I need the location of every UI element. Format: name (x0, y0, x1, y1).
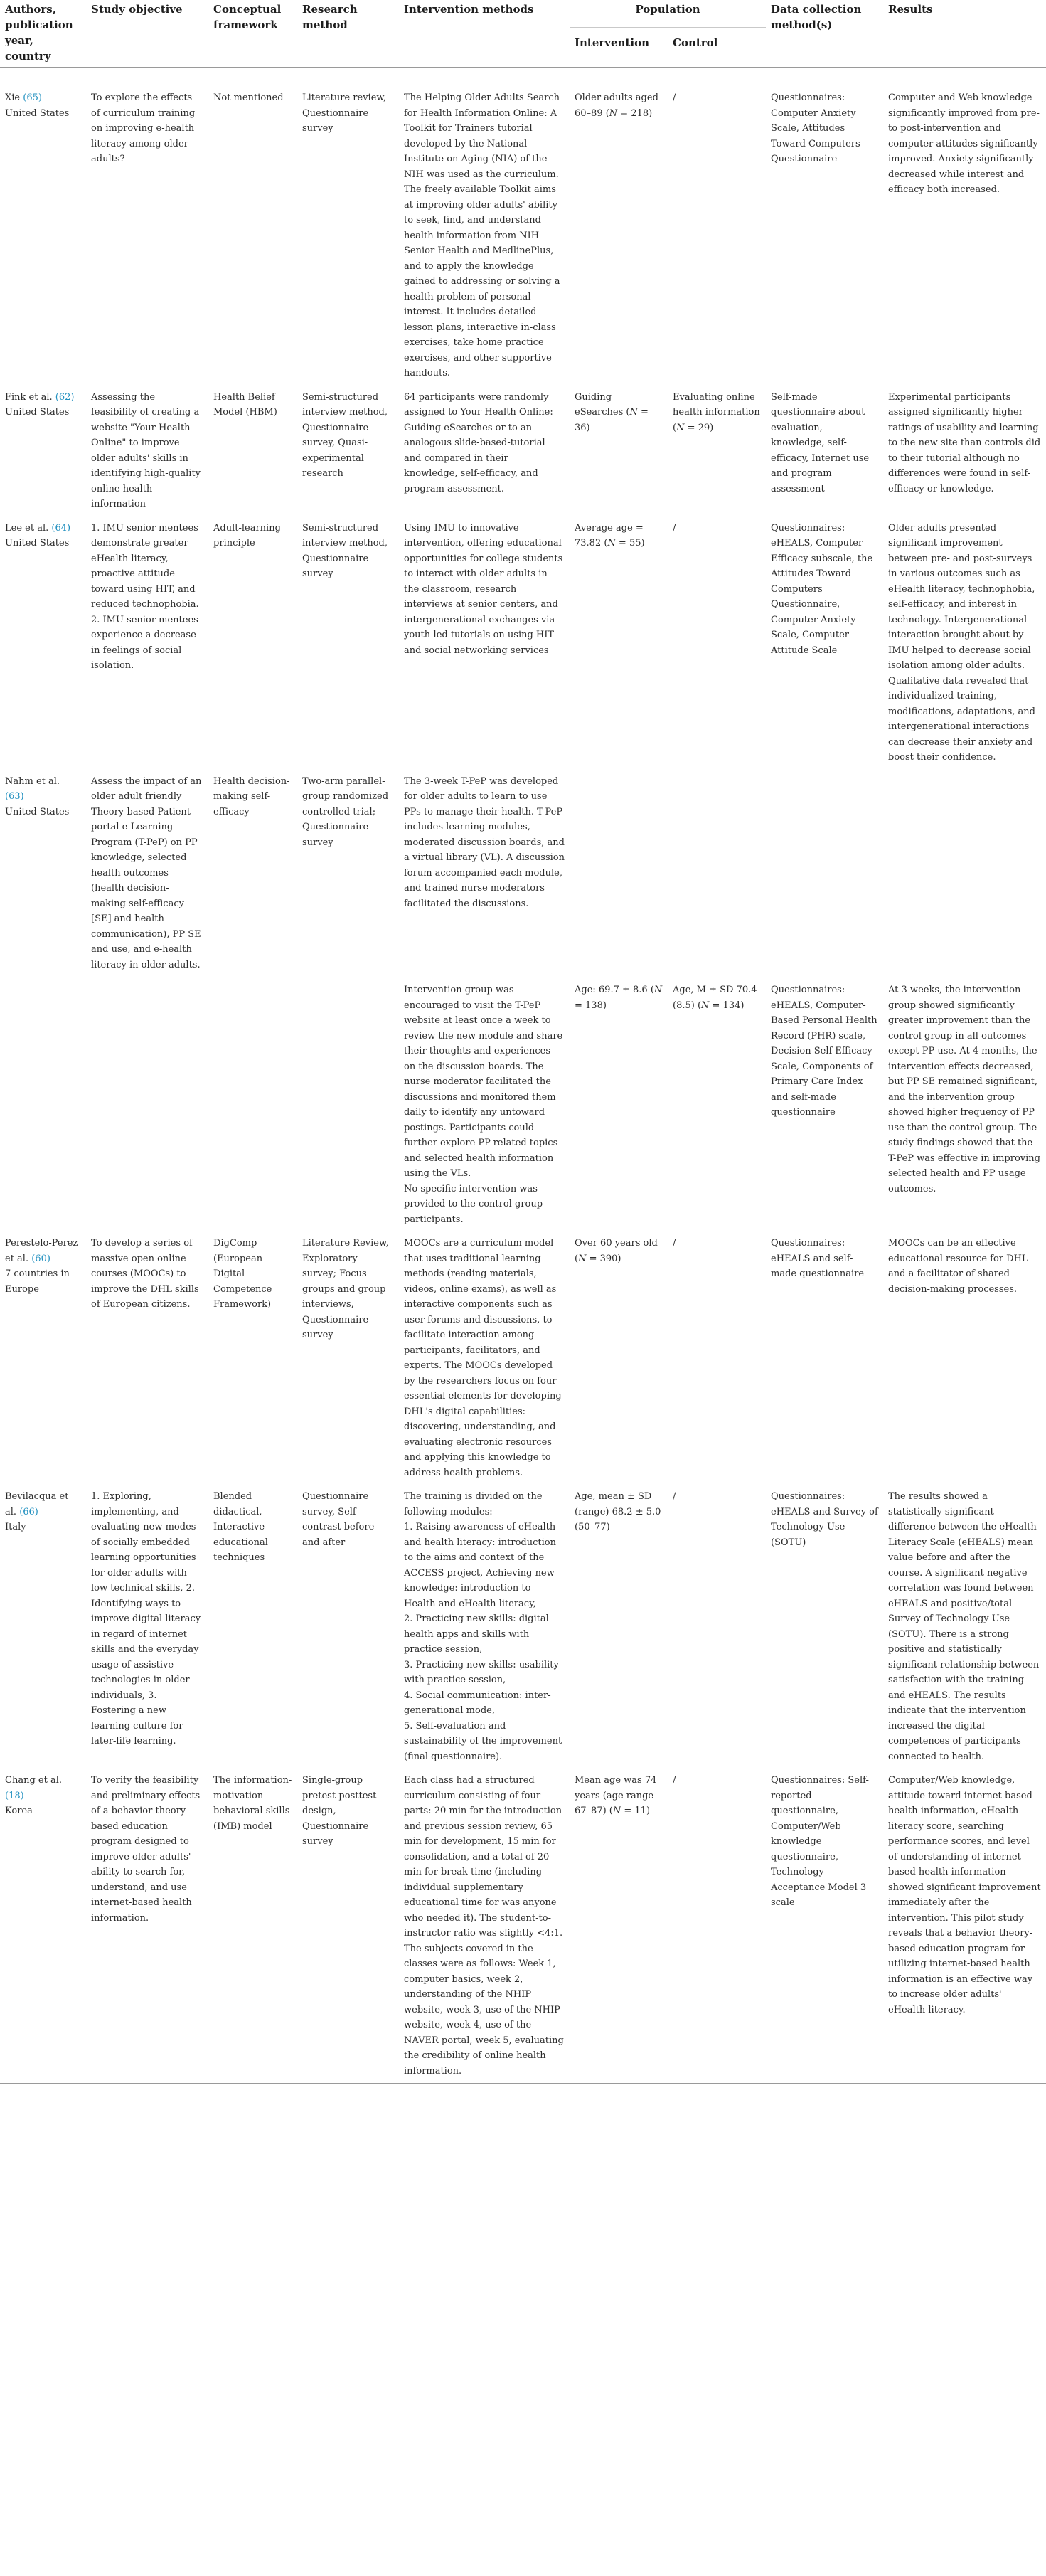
cell-framework: Health decision-making self-efficacy (213, 775, 290, 817)
header-population: Population (570, 0, 766, 28)
n-symbol: N (612, 1806, 621, 1816)
cell-pop-control: Age, M ± SD 70.4 (8.5) (N = 134) (673, 985, 757, 1011)
header-authors: Authors, publication year, country (5, 3, 73, 63)
cell-intervention: MOOCs are a curriculum model that uses traditional learning methods (reading materials, videos, online exams), as well as interactive components such as user forums and discussions, to facilitate interaction among participants, facilitators, and experts. The MOOCs developed by the researchers focus on four essential elements for developing DHL's digital capabilities: discovering, understanding, and evaluating electronic resources and applying this knowledge to address health problems. (404, 1238, 562, 1478)
cell-collection: Questionnaires: eHEALS, Computer Efficacy subscale, the Attitudes Toward Computers Questionnaire, Computer Anxiety Scale, Computer Attitude Scale (771, 522, 873, 656)
cell-intervention: The training is divided on the following modules: 1. Raising awareness of eHealth and health literacy: introduction to the aims and context of the ACCESS project, Achieving new knowledge: introduction to Health and eHealth literacy, 2. Practicing new skills: digital health apps and skills with practice session, 3. Practicing new skills: usability with practice session, 4. Social communication: inter-generational mode, 5. Self-evaluation and sustainability of the improvement (final questionnaire). (404, 1491, 562, 1762)
header-method: Research method (302, 3, 358, 31)
table-row (0, 770, 1046, 977)
table-row (0, 977, 1046, 1231)
cell-framework (208, 977, 297, 1231)
n-symbol: N (609, 107, 618, 119)
cell-pop-intervention: Age, mean ± SD (range) 68.2 ± 5.0 (50–77) (575, 1491, 661, 1532)
cell-pop-control: / (673, 1491, 676, 1502)
cell-pop-intervention: Older adults aged 60–89 (N = 218) (575, 92, 658, 119)
n-symbol: N (607, 538, 616, 548)
cell-results: MOOCs can be an effective educational resource for DHL and a facilitator of shared decision-making processes. (888, 1238, 1028, 1295)
cell-intervention: Using IMU to innovative intervention, offering educational opportunities for college students to interact with older adults in the classroom, research interviews at senior centers, and intergenerational exchanges via youth-led tutorials on using HIT and social networking services (404, 522, 563, 656)
cell-author (0, 1769, 86, 2084)
cell-framework: Adult-learning principle (213, 522, 281, 548)
cell-intervention: Intervention group was encouraged to visit the T-PeP website at least once a week to review the new module and share their thoughts and experiences on the discussion boards. The nurse moderator facilitated the discussions and monitored them daily to identify any untoward postings. Participants could further explore PP-related topics and selected health information using the VLs. No specific intervention was provided to the control group participants. (404, 985, 563, 1225)
n-symbol: N (676, 422, 685, 433)
cell-results: Computer and Web knowledge significantly improved from pre- to post-intervention and computer attitudes significantly improved. Anxiety significantly decreased while interest and efficacy both increased. (888, 92, 1040, 195)
author-country: Italy (5, 1522, 26, 1532)
cell-collection: Questionnaires: eHEALS and self-made questionnaire (771, 1238, 865, 1279)
author-name: Nahm et al. (5, 775, 60, 787)
n-symbol: N (701, 1000, 710, 1011)
cell-framework: DigComp (European Digital Competence Framework) (213, 1238, 272, 1310)
cell-pop-control: / (673, 92, 676, 103)
cell-objective: Assess the impact of an older adult friendly Theory-based Patient portal e-Learning Program (T-PeP) on PP knowledge, selected health outcomes (health decision-making self-efficacy [SE] and health communication), PP SE and use, and e-health literacy in older adults. (91, 775, 202, 970)
cell-objective: To explore the effects of curriculum training on improving e-health literacy among older adults? (91, 92, 196, 164)
table-row (0, 1485, 1046, 1769)
cell-intervention: 64 participants were randomly assigned to Your Health Online: Guiding eSearches or to an analogous slide-based-tutorial and compared in their knowledge, self-efficacy, and program assessment. (404, 391, 553, 494)
cell-results: Experimental participants assigned significantly higher ratings of usability and learning to the new site than controls did to their tutorial although no differences were found in self-efficacy or knowledge. (888, 391, 1041, 494)
cell-pop-intervention: Age: 69.7 ± 8.6 (N = 138) (575, 985, 663, 1011)
citation-link[interactable]: (65) (23, 92, 42, 103)
author-name: Bevilacqua et al. (5, 1491, 69, 1517)
author-country: United States (5, 407, 70, 418)
citation-link[interactable]: (62) (55, 391, 75, 403)
n-symbol: N (629, 407, 638, 418)
cell-intervention: Each class had a structured curriculum consisting of four parts: 20 min for the introduction and previous session review, 65 min for development, 15 min for consolidation, and a total of 20 min for break time (including individual supplementary educational time for was anyone who needed it). The student-to-instructor ratio was slightly <4:1. The subjects covered in the classes were as follows: Week 1, computer basics, week 2, understanding of the NHIP website, week 3, use of the NHIP website, week 4, use of the NAVER portal, week 5, evaluating the credibility of online health information. (404, 1775, 564, 2077)
header-pop-control: Control (673, 36, 718, 50)
cell-collection: Self-made questionnaire about evaluation, knowledge, self-efficacy, Internet use and program assessment (771, 391, 870, 494)
table-row (0, 1769, 1046, 2084)
author-country: 7 countries in Europe (5, 1268, 70, 1295)
cell-objective: To develop a series of massive open online courses (MOOCs) to improve the DHL skills of European citizens. (91, 1238, 199, 1310)
cell-objective (86, 977, 208, 1231)
cell-method: Two-arm parallel-group randomized controlled trial; Questionnaire survey (302, 775, 389, 848)
cell-method: Literature review, Questionnaire survey (302, 92, 387, 134)
cell-pop-control: / (673, 1238, 676, 1249)
cell-author (0, 1485, 86, 1769)
header-objective: Study objective (91, 3, 183, 16)
author-country: United States (5, 107, 70, 119)
citation-link[interactable]: (60) (31, 1253, 50, 1264)
cell-pop-intervention: Mean age was 74 years (age range 67–87) (N = 11) (575, 1775, 657, 1816)
citation-link[interactable]: (18) (5, 1790, 24, 1801)
citation-link[interactable]: (66) (19, 1506, 38, 1517)
header-pop-intervention: Intervention (575, 36, 649, 50)
cell-author (0, 386, 86, 516)
header-collection: Data collection method(s) (771, 3, 862, 31)
cell-method (297, 977, 399, 1231)
cell-method: Questionnaire survey, Self-contrast before and after (302, 1491, 375, 1548)
cell-results (883, 770, 1046, 977)
cell-objective: To verify the feasibility and preliminary effects of a behavior theory-based education program designed to improve older adults' ability to search for, understand, and use internet-based health information. (91, 1775, 201, 1924)
citation-link[interactable]: (64) (51, 522, 71, 534)
citation-link[interactable]: (63) (5, 791, 24, 802)
table-body (0, 68, 1046, 2084)
table-row (0, 68, 1046, 386)
cell-author (0, 516, 86, 770)
author-name: Chang et al. (5, 1775, 62, 1786)
cell-intervention: The Helping Older Adults Search for Health Information Online: A Toolkit for Trainers tutorial developed by the National Institute on Aging (NIA) of the NIH was used as the curriculum. The freely available Toolkit aims at improving older adults' ability to seek, find, and understand health information from NIH Senior Health and MedlinePlus, and to apply the knowledge gained to addressing or solving a health problem of personal interest. It includes detailed lesson plans, interactive in-class exercises, take home practice exercises, and other supportive handouts. (404, 92, 560, 378)
cell-pop-control: / (673, 1775, 676, 1786)
header-results: Results (888, 3, 933, 16)
cell-framework: Not mentioned (213, 92, 284, 103)
cell-pop-intervention (570, 770, 668, 977)
cell-pop-control: Evaluating online health information (N = 29) (673, 391, 760, 433)
cell-pop-intervention: Over 60 years old (N = 390) (575, 1238, 658, 1264)
cell-method: Semi-structured interview method, Questionnaire survey (302, 522, 388, 579)
cell-method: Literature Review, Exploratory survey; Focus groups and group interviews, Questionnaire survey (302, 1238, 389, 1340)
author-country: Korea (5, 1806, 33, 1816)
cell-pop-intervention: Guiding eSearches (N = 36) (575, 391, 649, 433)
table-header (0, 0, 1046, 68)
cell-results: Older adults presented significant improvement between pre- and post-surveys in various outcomes such as eHealth literacy, technophobia, self-efficacy, and interest in technology. Intergenerational interaction brought about by IMU helped to decrease social isolation among older adults. Qualitative data revealed that individualized training, modifications, adaptations, and intergenerational interactions can decrease their anxiety and boost their confidence. (888, 522, 1035, 763)
author-name: Xie (5, 92, 21, 103)
cell-author (0, 770, 86, 977)
author-name: Fink et al. (5, 391, 53, 403)
cell-author (0, 1231, 86, 1485)
cell-collection (766, 770, 883, 977)
cell-pop-control (668, 770, 766, 977)
cell-objective: 1. Exploring, implementing, and evaluating new modes of socially embedded learning opportunities for older adults with low technical skills, 2. Identifying ways to improve digital literacy in regard of internet skills and the everyday usage of assistive technologies in older individuals, 3. Fostering a new learning culture for later-life learning. (91, 1491, 201, 1747)
table-row (0, 386, 1046, 516)
cell-author (0, 977, 86, 1231)
header-intervention: Intervention methods (404, 3, 534, 16)
cell-framework: Health Belief Model (HBM) (213, 391, 277, 418)
cell-objective: Assessing the feasibility of creating a website "Your Health Online" to improve older adults' skills in identifying high-quality online health information (91, 391, 201, 509)
cell-collection: Questionnaires: Computer Anxiety Scale, Attitudes Toward Computers Questionnaire (771, 92, 860, 164)
cell-framework: Blended didactical, Interactive educational techniques (213, 1491, 268, 1563)
cell-results: Computer/Web knowledge, attitude toward internet-based health information, eHealth literacy score, searching performance scores, and level of understanding of internet-based health information —showed significant improvement immediately after the intervention. This pilot study reveals that a behavior theory-based education program for utilizing internet-based health information is an effective way to increase older adults' eHealth literacy. (888, 1775, 1041, 2015)
cell-intervention: The 3-week T-PeP was developed for older adults to learn to use PPs to manage their health. T-PeP includes learning modules, moderated discussion boards, and a virtual library (VL). A discussion forum accompanied each module, and trained nurse moderators facilitated the discussions. (404, 775, 565, 909)
header-framework: Conceptual framework (213, 3, 282, 31)
cell-method: Single-group pretest-posttest design, Questionnaire survey (302, 1775, 377, 1847)
cell-method: Semi-structured interview method, Questionnaire survey, Quasi-experimental research (302, 391, 388, 479)
table-row (0, 516, 1046, 770)
cell-objective: 1. IMU senior mentees demonstrate greater eHealth literacy, proactive attitude toward using HIT, and reduced technophobia. 2. IMU senior mentees experience a decrease in feelings of social isolation. (91, 522, 199, 671)
cell-results: At 3 weeks, the intervention group showed significantly greater improvement than the control group in all outcomes except PP use. At 4 months, the intervention effects decreased, but PP SE remained significant, and the intervention group showed higher frequency of PP use than the control group. The study findings showed that the T-PeP was effective in improving selected health and PP usage outcomes. (888, 985, 1040, 1194)
n-symbol: N (578, 1253, 587, 1264)
author-country: United States (5, 538, 70, 548)
cell-collection: Questionnaires: Self-reported questionnaire, Computer/Web knowledge questionnaire, Technology Acceptance Model 3 scale (771, 1775, 869, 1908)
cell-collection: Questionnaires: eHEALS, Computer-Based Personal Health Record (PHR) scale, Decision Self-Efficacy Scale, Components of Primary Care Index and self-made questionnaire (771, 985, 877, 1118)
cell-pop-control: / (673, 522, 676, 534)
cell-author (0, 68, 86, 386)
author-name: Perestelo-Perez et al. (5, 1238, 78, 1264)
cell-framework: The information-motivation-behavioral skills (IMB) model (213, 1775, 292, 1832)
cell-results: The results showed a statistically significant difference between the eHealth Literacy Scale (eHEALS) mean value before and after the course. A significant negative correlation was found between eHEALS and positive/total Survey of Technology Use (SOTU). There is a strong positive and statistically significant relationship between satisfaction with the training and eHEALS. The results indicate that the intervention increased the digital competences of participants connected to health. (888, 1491, 1040, 1762)
cell-pop-intervention: Average age = 73.82 (N = 55) (575, 522, 645, 548)
author-country: United States (5, 806, 70, 817)
author-name: Lee et al. (5, 522, 49, 534)
cell-collection: Questionnaires: eHEALS and Survey of Technology Use (SOTU) (771, 1491, 878, 1548)
table-row (0, 1231, 1046, 1485)
n-symbol: N (653, 985, 663, 995)
